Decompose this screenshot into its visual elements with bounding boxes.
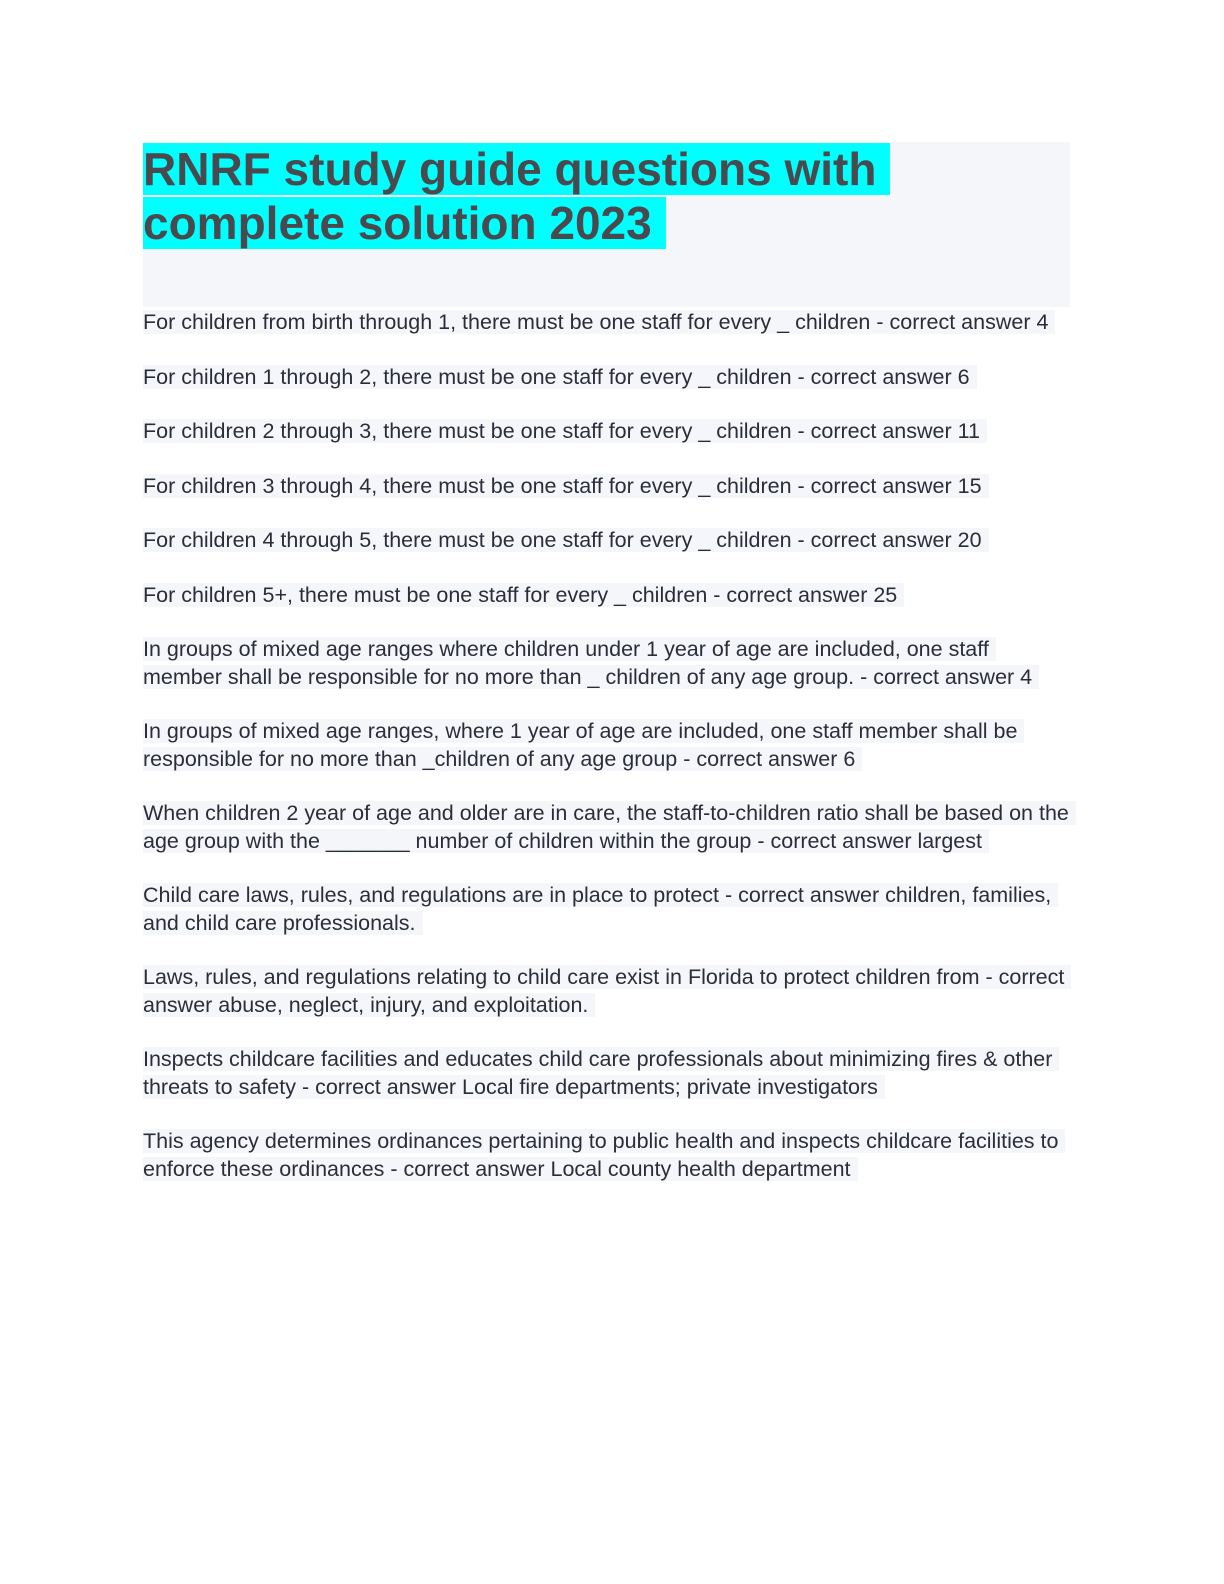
qa-item-text: In groups of mixed age ranges, where 1 year of age are included, one staff member shall be responsible for no more than _children of any age group - correct answer 6 [143, 719, 1024, 771]
qa-item-text: This agency determines ordinances pertaining to public health and inspects childcare facilities to enforce these ordinances - correct answer Local county health department [143, 1129, 1065, 1181]
qa-item-text: Inspects childcare facilities and educates child care professionals about minimizing fires & other threats to safety - correct answer Local fire departments; private investigators [143, 1047, 1059, 1099]
qa-item [143, 527, 1070, 555]
qa-item-text: For children 1 through 2, there must be one staff for every _ children - correct answer 6 [143, 365, 977, 389]
qa-item [143, 964, 1070, 1019]
qa-item-text: For children 5+, there must be one staff for every _ children - correct answer 25 [143, 583, 904, 607]
document-title [143, 142, 1070, 250]
qa-item [143, 1128, 1070, 1183]
qa-item [143, 418, 1070, 446]
qa-item [143, 718, 1070, 773]
qa-item-text: Laws, rules, and regulations relating to child care exist in Florida to protect children from - correct answer abuse, neglect, injury, and exploitation. [143, 965, 1071, 1017]
qa-item-text: For children 2 through 3, there must be one staff for every _ children - correct answer 11 [143, 419, 987, 443]
qa-item [143, 309, 1070, 337]
qa-item-text: When children 2 year of age and older are in care, the staff-to-children ratio shall be based on the age group with the _______ number of children within the group - correct answer largest [143, 801, 1076, 853]
qa-item [143, 1046, 1070, 1101]
title-block [143, 142, 1070, 307]
qa-item [143, 364, 1070, 392]
qa-item [143, 473, 1070, 501]
qa-item-text: For children 3 through 4, there must be one staff for every _ children - correct answer 15 [143, 474, 989, 498]
document-page [143, 142, 1070, 1210]
document-title-text: RNRF study guide questions with complete solution 2023 [143, 143, 890, 249]
qa-list [143, 309, 1070, 1183]
qa-item [143, 582, 1070, 610]
qa-item-text: Child care laws, rules, and regulations are in place to protect - correct answer children, families, and child care professionals. [143, 883, 1058, 935]
qa-item [143, 882, 1070, 937]
qa-item [143, 800, 1070, 855]
qa-item-text: For children 4 through 5, there must be one staff for every _ children - correct answer 20 [143, 528, 989, 552]
qa-item [143, 636, 1070, 691]
qa-item-text: For children from birth through 1, there must be one staff for every _ children - correct answer 4 [143, 310, 1055, 334]
qa-item-text: In groups of mixed age ranges where children under 1 year of age are included, one staff member shall be responsible for no more than _ children of any age group. - correct answer 4 [143, 637, 1039, 689]
